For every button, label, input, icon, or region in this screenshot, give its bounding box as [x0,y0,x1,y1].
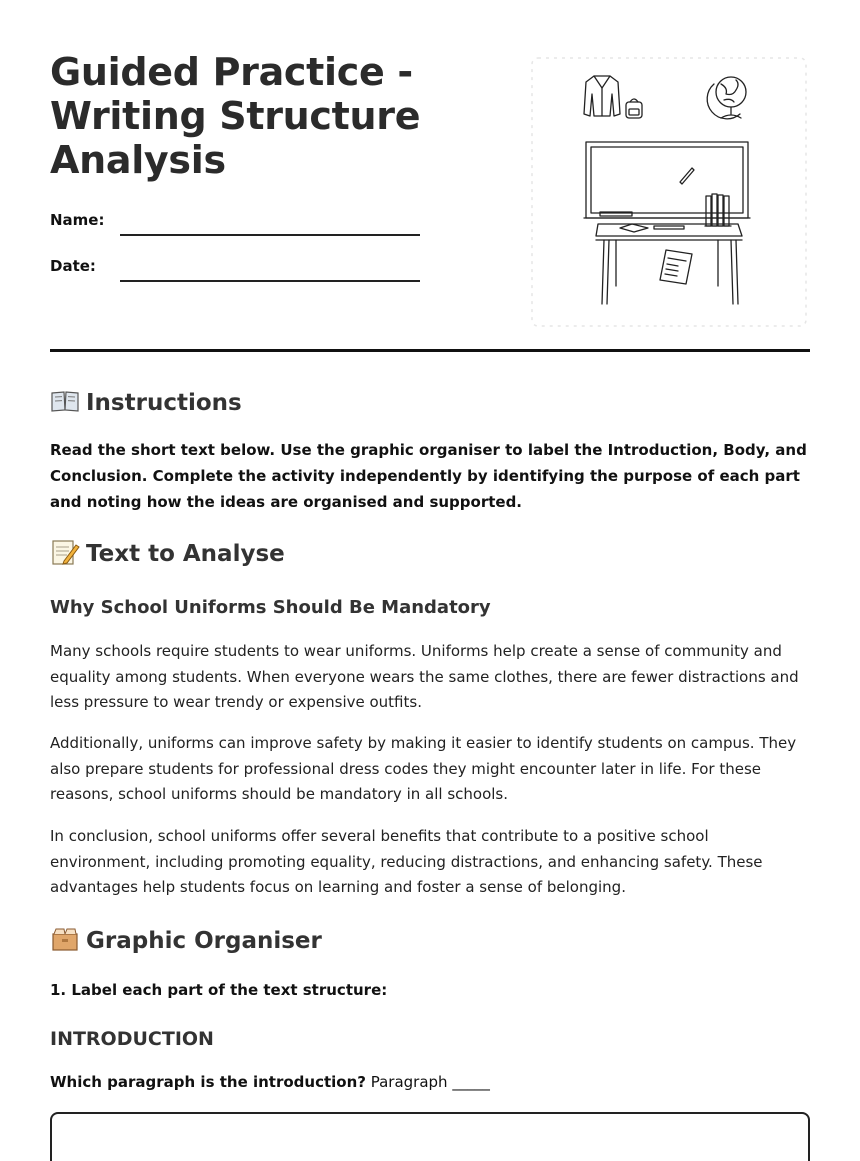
introduction-answer-box[interactable] [50,1112,810,1161]
text-section-title: Text to Analyse [86,541,285,567]
instructions-heading [50,388,242,416]
name-label: Name: [50,211,105,229]
intro-question-blank[interactable]: Paragraph _____ [365,1073,490,1091]
name-field[interactable] [50,203,430,233]
essay-title: Why School Uniforms Should Be Mandatory [50,597,491,618]
introduction-heading: INTRODUCTION [50,1028,214,1050]
name-line[interactable] [120,234,420,236]
text-heading [50,539,285,567]
essay-paragraph-2: Additionally, uniforms can improve safety by making it easier to identify students on campus. They also prepare students for professional dress codes they might encounter later in life. For these reasons, school uniforms should be mandatory in all schools. [50,734,797,804]
date-label: Date: [50,257,96,275]
checklist-icon [660,250,692,284]
instructions-text: Read the short text below. Use the graphic organiser to label the Introduction, Body, and Conclusion. Complete the activity independently by identifying the purpose of each part and noting how the ideas are organised and supported. [50,441,807,511]
globe-icon [707,77,746,119]
date-line[interactable] [120,280,420,282]
card-index-icon [50,926,80,952]
instructions-title: Instructions [86,390,242,416]
jacket-icon [584,76,620,116]
open-book-icon [50,388,80,414]
books-icon [705,194,731,226]
intro-question-label: Which paragraph is the introduction? [50,1073,366,1091]
date-field[interactable] [50,249,430,279]
organiser-title: Graphic Organiser [86,928,322,954]
memo-icon [50,539,80,565]
organiser-heading [50,926,322,954]
intro-question [50,1073,490,1091]
classroom-illustration [528,54,810,330]
header-divider [50,349,810,352]
organiser-task: 1. Label each part of the text structure: [50,981,388,999]
worksheet-header [50,50,810,352]
essay-paragraph-1: Many schools require students to wear uniforms. Uniforms help create a sense of community and equality among students. When everyone wears the same clothes, there are fewer distractions and less pressure to wear trendy or expensive outfits. [50,642,799,712]
essay-paragraph-3: In conclusion, school uniforms offer several benefits that contribute to a positive school environment, including promoting equality, reducing distractions, and enhancing safety. These advantages help students focus on learning and foster a sense of belonging. [50,827,763,897]
backpack-icon [626,99,642,118]
page-title: Guided Practice - Writing Structure Analysis [50,50,421,182]
chalkboard-icon [584,142,750,218]
